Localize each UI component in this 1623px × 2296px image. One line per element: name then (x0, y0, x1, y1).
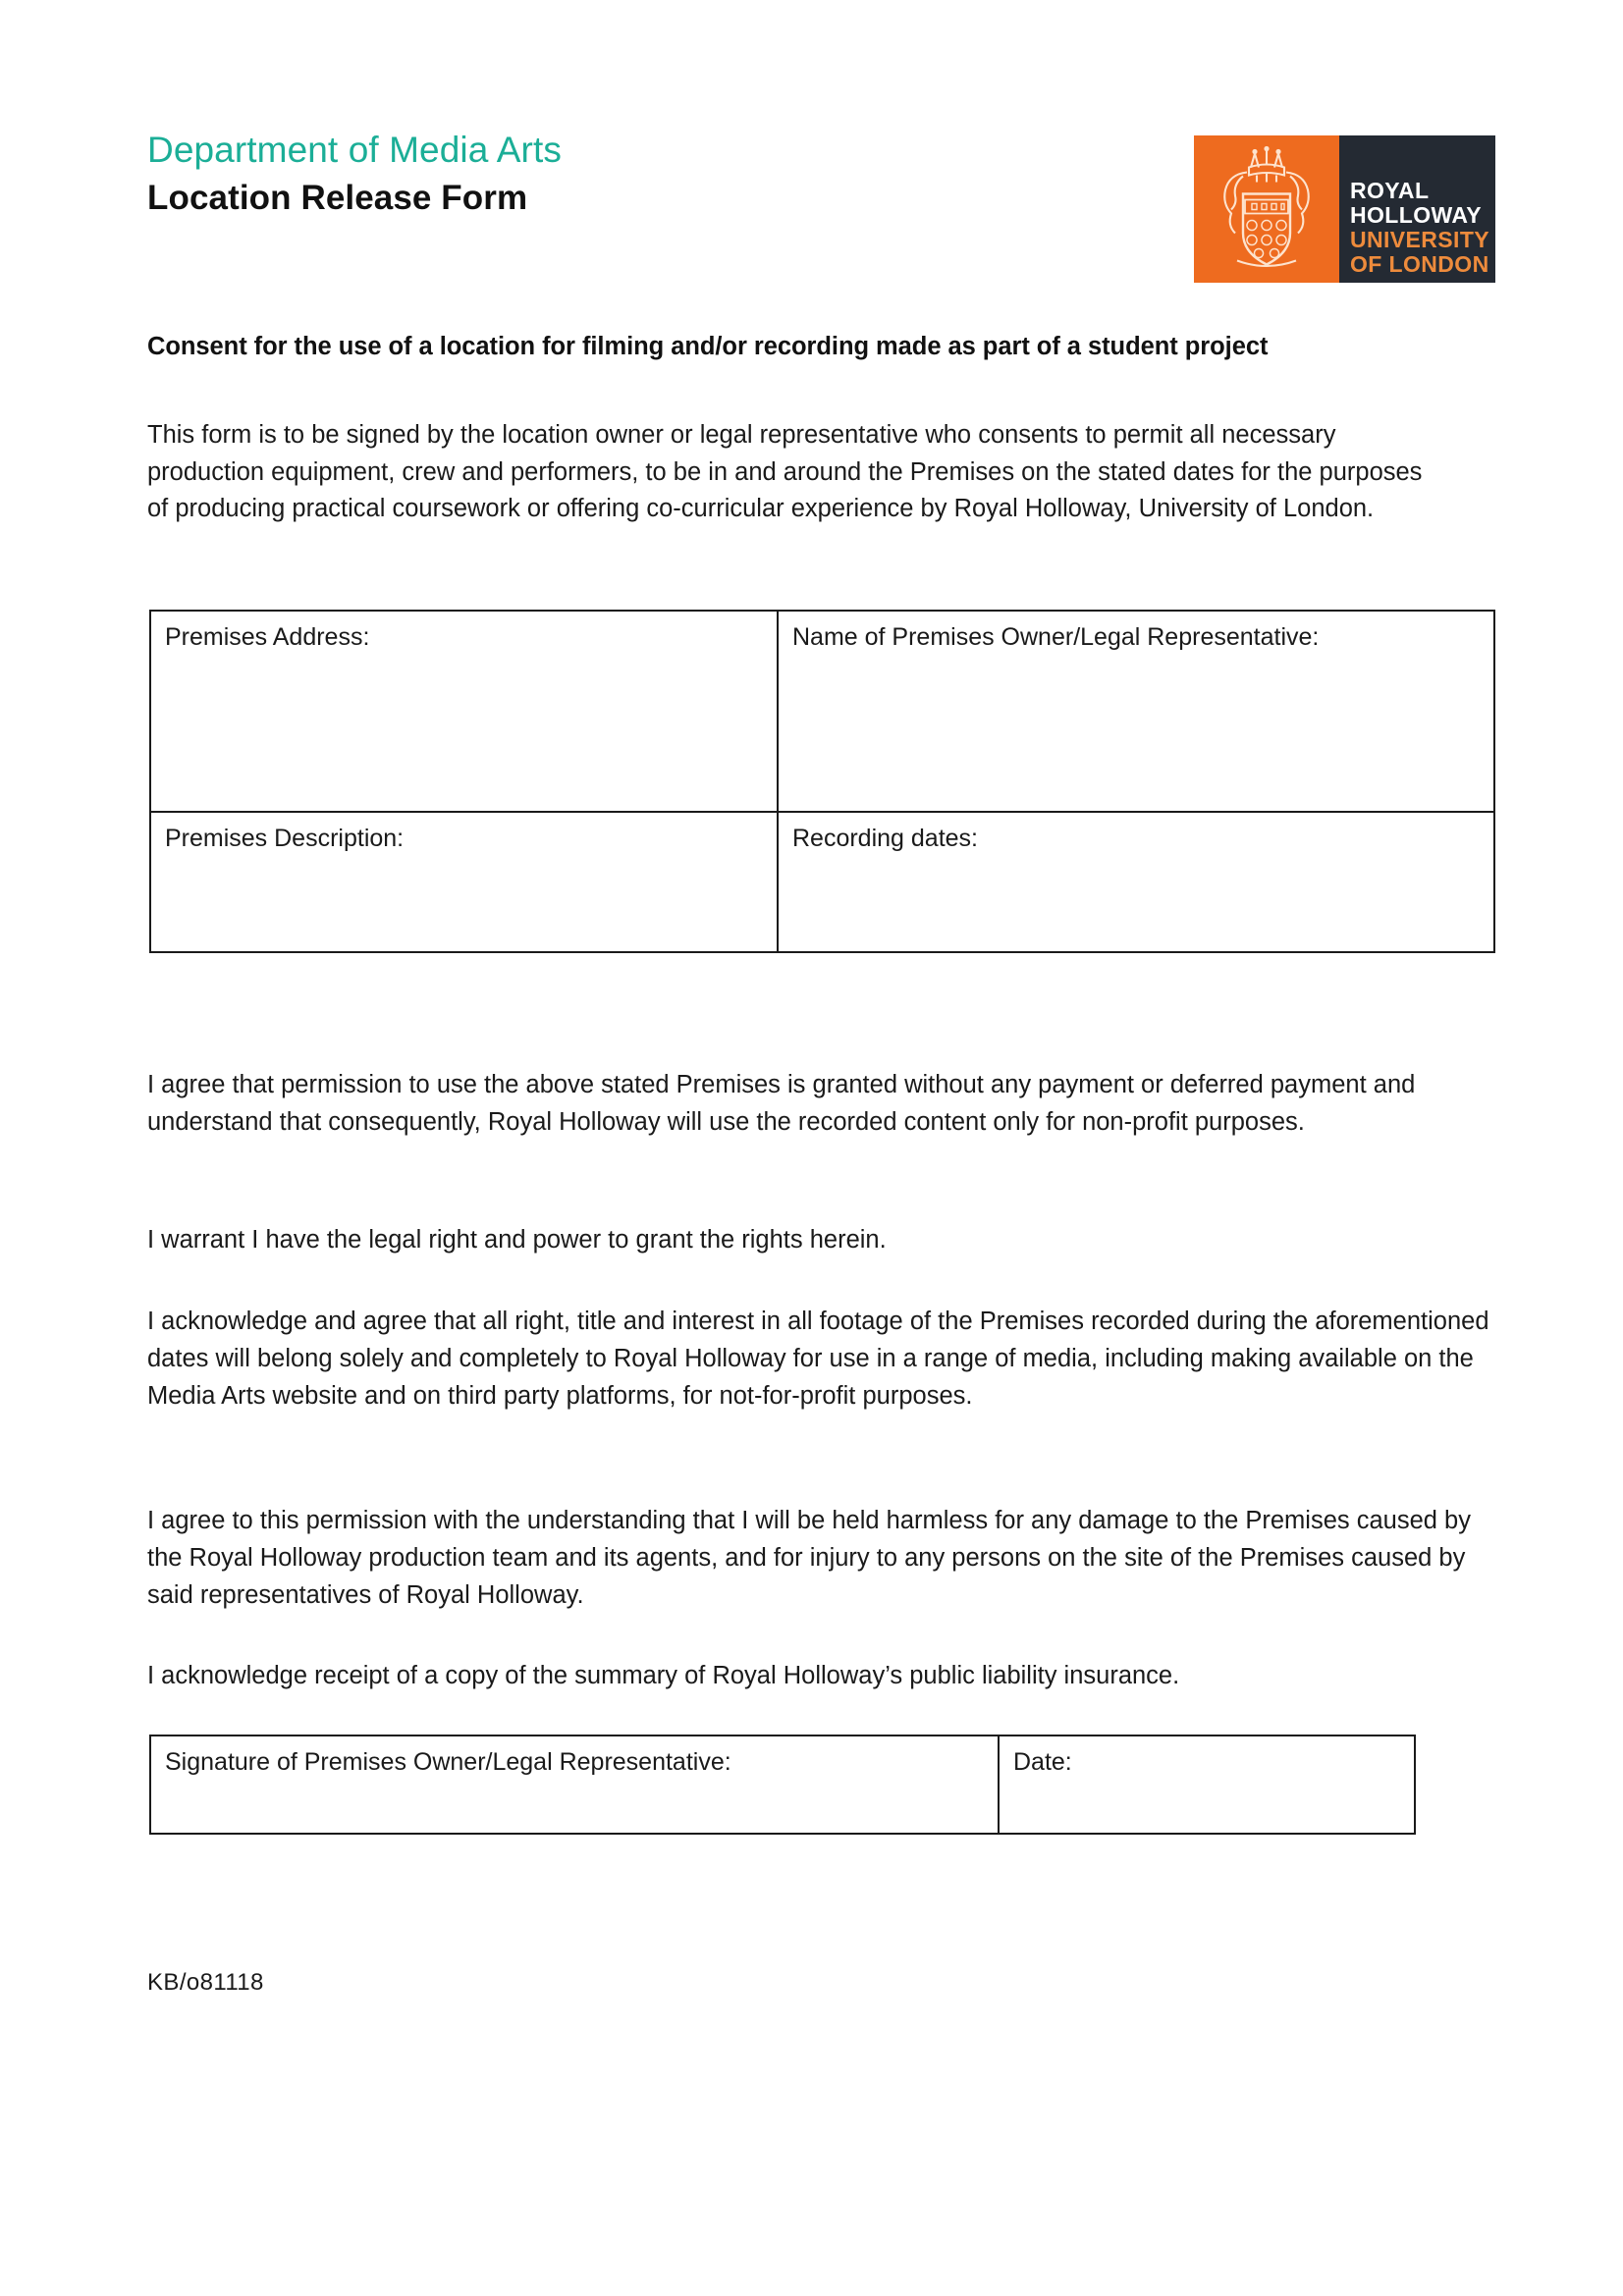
clause-paragraph-4: I agree to this permission with the understanding that I will be held harmless for any damage to the Premises caused by the Royal Holloway production team and its agents, and for injury to any persons on the site of the Premises caused by said representatives of Royal Holloway. (147, 1507, 1471, 1609)
date-cell[interactable] (999, 1735, 1415, 1834)
premises-address-cell[interactable] (150, 611, 778, 812)
logo-orange-panel (1194, 135, 1339, 283)
logo-line-of-london: OF LONDON (1350, 251, 1489, 277)
royal-holloway-logo (1194, 135, 1495, 283)
owner-name-cell[interactable] (778, 611, 1494, 812)
date-label: Date: (1013, 1748, 1072, 1776)
signature-cell[interactable] (150, 1735, 999, 1834)
signature-table (149, 1735, 1416, 1835)
table-row (150, 812, 1494, 952)
logo-line-royal: ROYAL (1350, 178, 1430, 203)
table-row (150, 1735, 1415, 1834)
premises-description-label: Premises Description: (165, 825, 405, 852)
recording-dates-cell[interactable] (778, 812, 1494, 952)
consent-subtitle: Consent for the use of a location for filming and/or recording made as part of a student project (147, 333, 1269, 360)
header-titles (147, 128, 562, 222)
table-row (150, 611, 1494, 812)
logo-line-holloway: HOLLOWAY (1350, 202, 1482, 228)
premises-description-cell[interactable] (150, 812, 778, 952)
logo-line-university: UNIVERSITY (1350, 227, 1490, 252)
footer-reference-code: KB/o81118 (147, 1969, 264, 1996)
signature-label: Signature of Premises Owner/Legal Representative: (165, 1748, 731, 1776)
intro-paragraph: This form is to be signed by the location owner or legal representative who consents to permit all necessary production equipment, crew and performers, to be in and around the Premises on the stated dates for the purposes of producing practical coursework or offering co-curricular experience by Royal Holloway, University of London. (147, 421, 1423, 522)
page-title: Location Release Form (147, 179, 528, 217)
department-name: Department of Media Arts (147, 130, 562, 170)
university-crest-icon (1208, 143, 1325, 276)
clause-paragraph-3: I acknowledge and agree that all right, title and interest in all footage of the Premises recorded during the aforementioned dates will belong solely and completely to Royal Holloway for use in a range of media, including making available on the Media Arts website and on third party platforms, for not-for-profit purposes. (147, 1308, 1489, 1410)
recording-dates-label: Recording dates: (792, 825, 979, 852)
logo-text-panel (1339, 135, 1495, 283)
owner-name-label: Name of Premises Owner/Legal Representative: (792, 623, 1320, 651)
clause-paragraph-5: I acknowledge receipt of a copy of the summary of Royal Holloway’s public liability insurance. (147, 1662, 1180, 1689)
clause-paragraph-1: I agree that permission to use the above stated Premises is granted without any payment or deferred payment and understand that consequently, Royal Holloway will use the recorded content only for non-profit purposes. (147, 1071, 1416, 1136)
premises-address-label: Premises Address: (165, 623, 370, 651)
document-header (147, 128, 1495, 294)
premises-details-table (149, 610, 1495, 953)
clause-paragraph-2: I warrant I have the legal right and power to grant the rights herein. (147, 1226, 887, 1254)
